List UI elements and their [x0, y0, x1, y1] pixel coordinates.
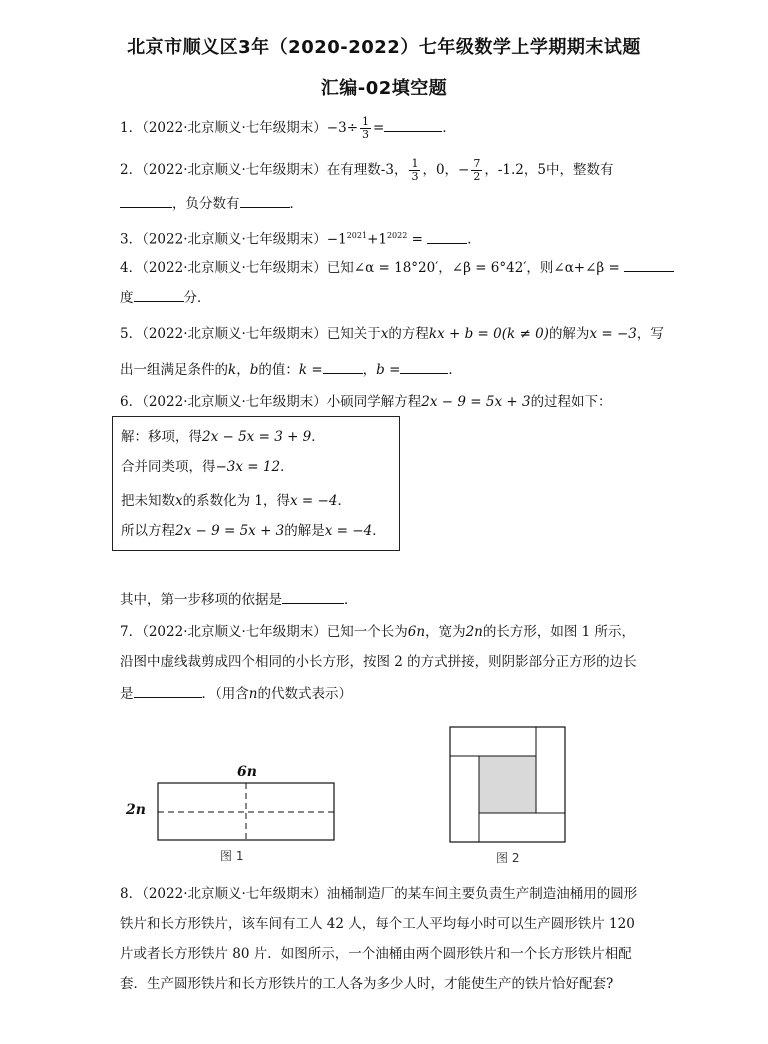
- answer-blank[interactable]: [134, 685, 202, 698]
- question-source: （2022·北京顺义·七年级期末）: [142, 231, 327, 248]
- fraction-7-2: $\frac{7}{2}$: [473, 157, 481, 183]
- answer-blank[interactable]: [323, 361, 363, 374]
- fraction-1-3: $\frac{1}{3}$: [362, 115, 370, 141]
- solution-box: [112, 416, 400, 551]
- fig2-left-strip: [450, 756, 479, 842]
- answer-blank[interactable]: [400, 361, 448, 374]
- solution-step-4: 所以方程2x − 9 = 5x + 3的解是x = −4．: [121, 523, 386, 539]
- figure-2: [440, 722, 580, 868]
- figure-1: [120, 756, 350, 866]
- doc-title-line2: 汇编-02填空题: [320, 78, 448, 99]
- question-6: 6．（2022·北京顺义·七年级期末）小硕同学解方程2x − 9 = 5x + 3的过程如下：: [120, 394, 612, 410]
- answer-blank[interactable]: [134, 289, 184, 302]
- answer-blank[interactable]: [282, 591, 344, 604]
- question-7-cont: 沿图中虚线裁剪成四个相同的小长方形，按图 2 的方式拼接，则阴影部分正方形的边长: [120, 654, 637, 670]
- question-source: （2022·北京顺义·七年级期末）: [142, 886, 327, 902]
- question-source: （2022·北京顺义·七年级期末）: [142, 162, 327, 178]
- question-2-cont: ，负分数有 ．: [120, 194, 303, 214]
- question-8: 8．（2022·北京顺义·七年级期末）油桶制造厂的某车间主要负责生产制造油桶用的圆形: [120, 886, 638, 902]
- fig1-rectangle: [158, 783, 334, 840]
- fig2-top-strip: [450, 727, 536, 756]
- solution-step-2: 合并同类项，得−3x = 12．: [121, 459, 294, 475]
- fraction-1-3: $\frac{1}{3}$: [411, 157, 419, 183]
- answer-blank[interactable]: [384, 119, 442, 132]
- question-source: （2022·北京顺义·七年级期末）: [142, 260, 327, 276]
- question-7-cont2: 是 ．（用含n的代数式表示）: [120, 686, 352, 702]
- question-source: （2022·北京顺义·七年级期末）: [142, 624, 327, 640]
- question-7: 7．（2022·北京顺义·七年级期末）已知一个长为6n，宽为2n的长方形，如图 1 所示，: [120, 624, 636, 640]
- question-8-cont3: 套．生产圆形铁片和长方形铁片的工人各为多少人时，才能使生产的铁片恰好配套?: [120, 976, 614, 992]
- fig2-right-strip: [536, 727, 565, 813]
- question-source: （2022·北京顺义·七年级期末）: [142, 326, 327, 342]
- doc-title-line1: 北京市顺义区3年（2020-2022）七年级数学上学期期末试题: [127, 37, 641, 58]
- question-8-cont2: 片或者长方形铁片 80 片．如图所示，一个油桶由两个圆形铁片和一个长方形铁片相配: [120, 946, 632, 962]
- question-5: 5．（2022·北京顺义·七年级期末）已知关于x的方程kx + b = 0(k ≠ 0)的解为x = −3，写: [120, 326, 664, 342]
- question-1: 1．（2022·北京顺义·七年级期末）−3÷ $\frac{1}{3}$ = ．: [120, 115, 456, 141]
- fig2-caption: 图 2: [496, 851, 520, 865]
- question-2: 2．（2022·北京顺义·七年级期末）在有理数-3， $\frac{1}{3}$ ，0，− $\frac{7}{2}$ ，-1.2，5中，整数有: [120, 157, 614, 183]
- question-6-after: 其中，第一步移项的依据是 ．: [120, 592, 358, 608]
- question-4: 4．（2022·北京顺义·七年级期末）已知∠α = 18°20′，∠β = 6°42′，则∠α+∠β =: [120, 258, 674, 278]
- question-source: （2022·北京顺义·七年级期末）: [142, 394, 327, 410]
- fig1-label-left: 2n: [126, 802, 146, 818]
- question-8-cont1: 铁片和长方形铁片，该车间有工人 42 人，每个工人平均每小时可以生产圆形铁片 120: [120, 916, 635, 932]
- fig2-bottom-strip: [479, 813, 565, 842]
- solution-step-1: 解：移项，得2x − 5x = 3 + 9．: [121, 429, 325, 445]
- answer-blank[interactable]: [624, 259, 674, 272]
- fig1-caption: 图 1: [220, 849, 244, 863]
- answer-blank[interactable]: [240, 195, 290, 208]
- fig1-label-top: 6n: [237, 764, 257, 780]
- question-4-cont: 度 分．: [120, 290, 211, 306]
- question-5-cont: 出一组满足条件的k，b的值：k = ，b = ．: [120, 362, 462, 378]
- question-3: 3．（2022·北京顺义·七年级期末）$-1^{2021}+1^{2022}$ = ．: [120, 231, 481, 248]
- question-source: （2022·北京顺义·七年级期末）: [142, 120, 327, 136]
- fig2-shaded-square: [479, 756, 536, 813]
- answer-blank[interactable]: [427, 231, 467, 244]
- answer-blank[interactable]: [120, 195, 172, 208]
- solution-step-3: 把未知数x的系数化为 1，得x = −4．: [121, 493, 351, 509]
